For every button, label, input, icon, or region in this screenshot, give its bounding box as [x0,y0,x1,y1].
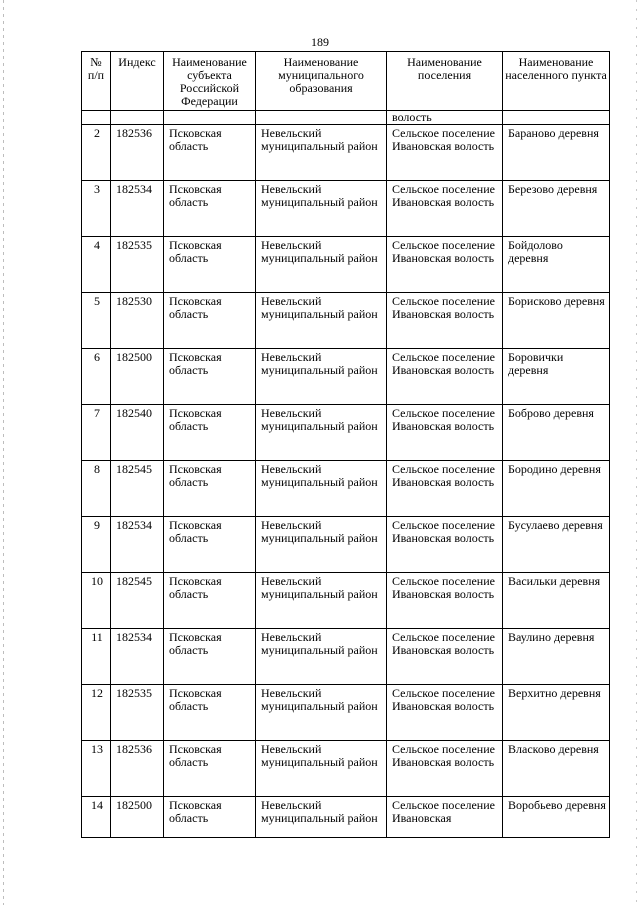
cell-index: 182535 [111,237,164,293]
cell-settlement: Сельское поселение Ивановская волость [387,629,503,685]
cell-number: 8 [82,461,111,517]
cell-number: 2 [82,125,111,181]
cell-subject: Псковская область [164,181,256,237]
table-header-row [82,52,610,111]
cell-index: 182500 [111,349,164,405]
cell-index: 182534 [111,181,164,237]
table-row [82,237,610,293]
cell-index: 182540 [111,405,164,461]
cell-number: 6 [82,349,111,405]
cell-municipality: Невельский муниципальный район [256,125,387,181]
cell-number: 9 [82,517,111,573]
cell-subject: Псковская область [164,125,256,181]
table-row [82,517,610,573]
cell-subject: Псковская область [164,461,256,517]
table-row [82,405,610,461]
cell-index: 182545 [111,573,164,629]
header-locality: Наименование населенного пункта [503,52,610,111]
cell-settlement: Сельское поселение Ивановская волость [387,573,503,629]
cell-number: 4 [82,237,111,293]
cell-subject: Псковская область [164,573,256,629]
cell-subject: Псковская область [164,237,256,293]
cell-index: 182536 [111,741,164,797]
cell-settlement: Сельское поселение Ивановская волость [387,517,503,573]
cell-index: 182530 [111,293,164,349]
cell-settlement: Сельское поселение Ивановская волость [387,293,503,349]
cell-municipality: Невельский муниципальный район [256,797,387,838]
table-row [82,349,610,405]
table-body [82,111,610,838]
cell-locality: Бараново деревня [503,125,610,181]
cell-subject: Псковская область [164,405,256,461]
cell-number: 12 [82,685,111,741]
cell-settlement: Сельское поселение Ивановская волость [387,685,503,741]
cell-index: 182534 [111,517,164,573]
table-row [82,797,610,838]
scan-edge-left [3,0,4,905]
cell-number: 5 [82,293,111,349]
cell-locality: Борисково деревня [503,293,610,349]
cell-settlement: Сельское поселение Ивановская волость [387,181,503,237]
table-cell: волость [387,111,503,125]
cell-index: 182500 [111,797,164,838]
cell-municipality: Невельский муниципальный район [256,629,387,685]
cell-subject: Псковская область [164,349,256,405]
cell-municipality: Невельский муниципальный район [256,181,387,237]
header-municipality: Наименование муниципального образования [256,52,387,111]
cell-locality: Воробьево деревня [503,797,610,838]
table-cell [503,111,610,125]
cell-subject: Псковская область [164,741,256,797]
cell-index: 182536 [111,125,164,181]
header-settlement: Наименование поселения [387,52,503,111]
cell-municipality: Невельский муниципальный район [256,685,387,741]
cell-subject: Псковская область [164,797,256,838]
table-cell [82,111,111,125]
cell-locality: Боровички деревня [503,349,610,405]
cell-locality: Бойдолово деревня [503,237,610,293]
page-number: 189 [311,35,329,49]
cell-settlement: Сельское поселение Ивановская [387,797,503,838]
table-cell [111,111,164,125]
cell-settlement: Сельское поселение Ивановская волость [387,125,503,181]
cell-municipality: Невельский муниципальный район [256,573,387,629]
cell-subject: Псковская область [164,629,256,685]
cell-settlement: Сельское поселение Ивановская волость [387,405,503,461]
header-number: № п/п [82,52,111,111]
cell-subject: Псковская область [164,517,256,573]
table-row [82,125,610,181]
table-row [82,181,610,237]
cell-number: 11 [82,629,111,685]
settlements-table [81,51,610,838]
table-row [82,629,610,685]
cell-locality: Верхитно деревня [503,685,610,741]
cell-municipality: Невельский муниципальный район [256,741,387,797]
table-cell [256,111,387,125]
cell-number: 7 [82,405,111,461]
cell-municipality: Невельский муниципальный район [256,461,387,517]
table-row [82,293,610,349]
cell-number: 13 [82,741,111,797]
scan-edge-right [636,0,637,905]
cell-subject: Псковская область [164,293,256,349]
cell-locality: Бусулаево деревня [503,517,610,573]
cell-locality: Боброво деревня [503,405,610,461]
cell-locality: Васильки деревня [503,573,610,629]
cell-municipality: Невельский муниципальный район [256,405,387,461]
cell-locality: Бородино деревня [503,461,610,517]
cell-number: 3 [82,181,111,237]
cell-index: 182535 [111,685,164,741]
continuation-row [82,111,610,125]
cell-locality: Березово деревня [503,181,610,237]
cell-settlement: Сельское поселение Ивановская волость [387,349,503,405]
cell-settlement: Сельское поселение Ивановская волость [387,461,503,517]
table-cell [164,111,256,125]
cell-number: 10 [82,573,111,629]
table-row [82,573,610,629]
table-row [82,685,610,741]
cell-subject: Псковская область [164,685,256,741]
cell-settlement: Сельское поселение Ивановская волость [387,741,503,797]
cell-settlement: Сельское поселение Ивановская волость [387,237,503,293]
header-subject: Наименование субъекта Российской Федерации [164,52,256,111]
header-index: Индекс [111,52,164,111]
cell-locality: Власково деревня [503,741,610,797]
cell-municipality: Невельский муниципальный район [256,293,387,349]
cell-municipality: Невельский муниципальный район [256,237,387,293]
cell-number: 14 [82,797,111,838]
cell-municipality: Невельский муниципальный район [256,517,387,573]
cell-index: 182534 [111,629,164,685]
cell-locality: Ваулино деревня [503,629,610,685]
table-row [82,461,610,517]
cell-index: 182545 [111,461,164,517]
cell-municipality: Невельский муниципальный район [256,349,387,405]
table-row [82,741,610,797]
